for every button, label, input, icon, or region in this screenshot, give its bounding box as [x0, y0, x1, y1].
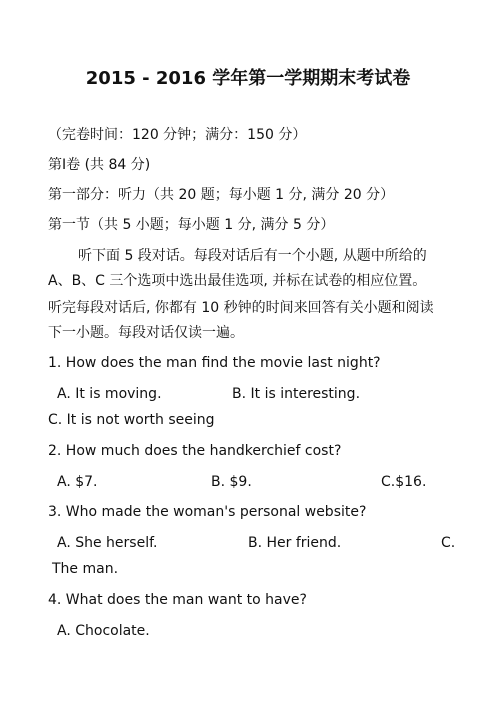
q1-option-c: C. It is not worth seeing — [48, 412, 215, 428]
instruction-line: A、B、C 三个选项中选出最佳选项, 并标在试卷的相应位置。 — [48, 273, 427, 289]
exam-time-info: （完卷时间：120 分钟；满分：150 分） — [48, 127, 307, 143]
section-heading: 第Ⅰ卷 (共 84 分) — [48, 157, 151, 173]
q3-option-c-continued: The man. — [52, 561, 119, 577]
q2-option-c: C.$16. — [381, 474, 427, 490]
question-2: 2. How much does the handkerchief cost? — [48, 443, 342, 459]
q3-option-b: B. Her friend. — [248, 535, 342, 551]
question-3: 3. Who made the woman's personal website? — [48, 504, 367, 520]
q2-option-a: A. $7. — [57, 474, 98, 490]
q2-option-b: B. $9. — [211, 474, 252, 490]
q4-option-a: A. Chocolate. — [57, 623, 150, 639]
question-1: 1. How does the man find the movie last night? — [48, 355, 381, 371]
instruction-line: 听完每段对话后, 你都有 10 秒钟的时间来回答有关小题和阅读 — [48, 300, 434, 316]
subsection-heading: 第一节（共 5 小题；每小题 1 分, 满分 5 分） — [48, 217, 335, 233]
exam-title: 2015 - 2016 学年第一学期期末考试卷 — [85, 68, 411, 89]
q3-option-c: C. — [441, 535, 456, 551]
q1-option-a: A. It is moving. — [57, 386, 162, 402]
part-heading: 第一部分：听力（共 20 题；每小题 1 分, 满分 20 分） — [48, 187, 395, 203]
q3-option-a: A. She herself. — [57, 535, 158, 551]
q1-option-b: B. It is interesting. — [232, 386, 361, 402]
instruction-line: 下一小题。每段对话仅读一遍。 — [48, 325, 244, 341]
instruction-line: 听下面 5 段对话。每段对话后有一个小题, 从题中所给的 — [78, 248, 427, 264]
question-4: 4. What does the man want to have? — [48, 592, 307, 608]
